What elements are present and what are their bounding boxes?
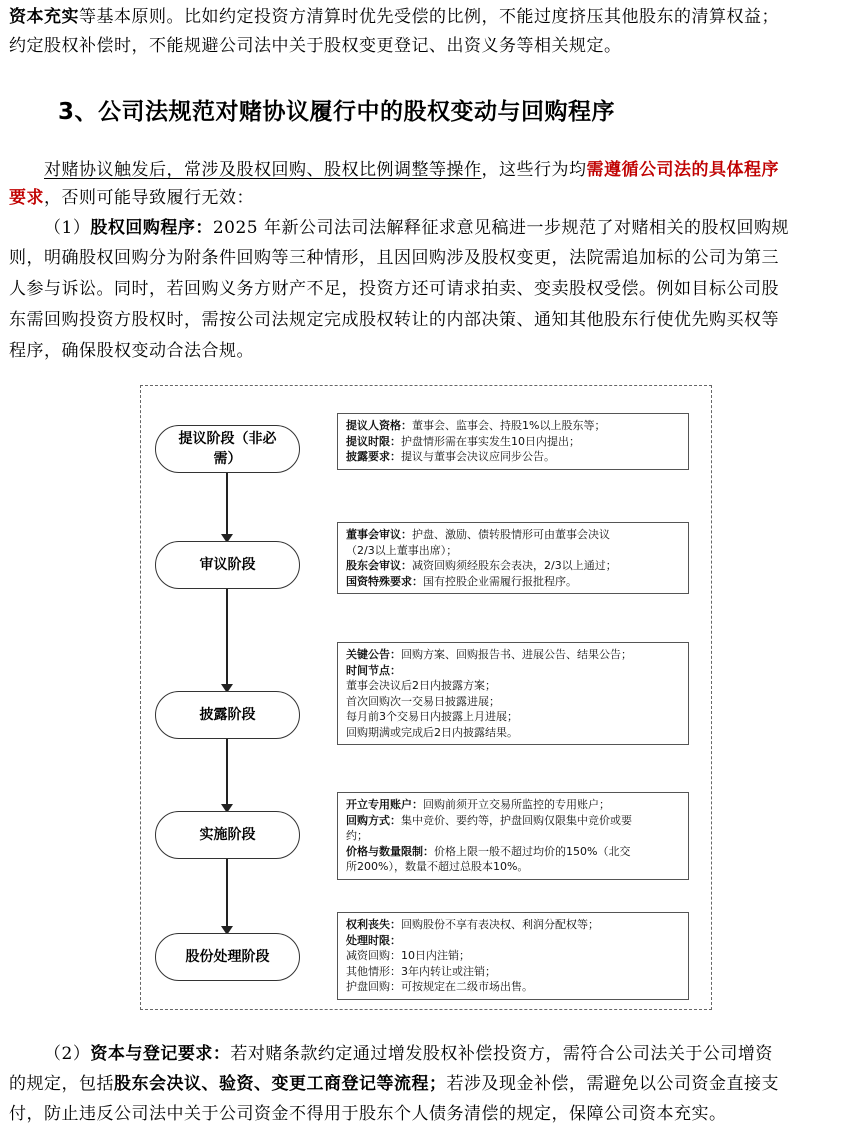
stage-proposal: 提议阶段（非必需） xyxy=(155,425,300,473)
item-label: （2） xyxy=(44,1044,91,1064)
text: 若涉及现金补偿，需避免以公司资金直接支 xyxy=(446,1074,779,1094)
highlight-text: 要求 xyxy=(9,188,44,208)
stage-review: 审议阶段 xyxy=(155,541,300,589)
note-disclosure: 关键公告：回购方案、回购报告书、进展公告、结果公告； 时间节点： 董事会决议后2日内披露方案； 首次回购次一交易日披露进展； 每月前3个交易日内披露上月进展； 回购期满或完成后2日内披露结果。 xyxy=(337,642,689,745)
buyback-flow-diagram xyxy=(140,385,712,1010)
item-label: （1） xyxy=(44,218,91,238)
text: 约定股权补偿时，不能规避公司法中关于股权变更登记、出资义务等相关规定。 xyxy=(9,36,622,56)
bold-term: 股东会决议、验资、变更工商登记等流程； xyxy=(114,1074,447,1094)
text: 若对赌条款约定通过增发股权补偿投资方，需符合公司法关于公司增资 xyxy=(230,1044,773,1064)
paragraph-line xyxy=(9,4,845,31)
paragraph-line xyxy=(9,1071,845,1098)
stage-share-disposal: 股份处理阶段 xyxy=(155,933,300,981)
note-review: 董事会审议：护盘、激励、债转股情形可由董事会决议 （2/3以上董事出席）； 股东会审议：减资回购须经股东会表决，2/3以上通过； 国资特殊要求：国有控股企业需履行报批程序。 xyxy=(337,522,689,594)
text: 的规定，包括 xyxy=(9,1074,114,1094)
paragraph-line: 程序，确保股权变动合法合规。 xyxy=(9,341,254,361)
text: 等基本原则。比如约定投资方清算时优先受偿的比例，不能过度挤压其他股东的清算权益； xyxy=(79,7,779,27)
note-share-disposal: 权利丧失：回购股份不享有表决权、利润分配权等； 处理时限： 减资回购：10日内注销； 其他情形：3年内转让或注销； 护盘回购：可按规定在二级市场出售。 xyxy=(337,912,689,1000)
text: 2025 年新公司法司法解释征求意见稿进一步规范了对赌相关的股权回购规 xyxy=(212,218,789,238)
flow-arrow xyxy=(226,859,228,927)
note-implementation: 开立专用账户：回购前须开立交易所监控的专用账户； 回购方式：集中竞价、要约等，护盘回购仅限集中竞价或要 约； 价格与数量限制：价格上限一般不超过均价的150%（北交 所200%），数量不超过总股本10%。 xyxy=(337,792,689,880)
section-heading: 3、公司法规范对赌协议履行中的股权变动与回购程序 xyxy=(58,99,616,125)
flow-arrow xyxy=(226,589,228,685)
paragraph-line xyxy=(9,185,845,212)
paragraph-line xyxy=(44,157,845,184)
paragraph-line xyxy=(44,215,845,242)
flow-arrow xyxy=(226,739,228,805)
bold-term: 股权回购程序： xyxy=(90,218,213,238)
underlined-text: 对赌协议触发后，常涉及股权回购、股权比例调整等操作 xyxy=(44,160,482,180)
text: ，否则可能导致履行无效： xyxy=(44,188,254,208)
flow-arrow xyxy=(226,473,228,535)
paragraph-line: 人参与诉讼。同时，若回购义务方财产不足，投资方还可请求拍卖、变卖股权受偿。例如目标公司股 xyxy=(9,279,779,299)
highlight-text: 需遵循公司法的具体程序 xyxy=(586,160,779,180)
paragraph-line: 付，防止违反公司法中关于公司资金不得用于股东个人债务清偿的规定，保障公司资本充实。 xyxy=(9,1104,727,1124)
stage-disclosure: 披露阶段 xyxy=(155,691,300,739)
paragraph-line: 东需回购投资方股权时，需按公司法规定完成股权转让的内部决策、通知其他股东行使优先购买权等 xyxy=(9,310,779,330)
bold-term: 资本充实 xyxy=(9,7,79,27)
text: ，这些行为均 xyxy=(481,160,587,180)
note-proposal: 提议人资格：董事会、监事会、持股1%以上股东等； 提议时限：护盘情形需在事实发生10日内提出； 披露要求：提议与董事会决议应同步公告。 xyxy=(337,413,689,470)
paragraph-line xyxy=(9,33,845,60)
stage-implementation: 实施阶段 xyxy=(155,811,300,859)
bold-term: 资本与登记要求： xyxy=(90,1044,231,1064)
paragraph-line xyxy=(44,1041,845,1068)
paragraph-line: 则，明确股权回购分为附条件回购等三种情形，且因回购涉及股权变更，法院需追加标的公司为第三 xyxy=(9,248,779,268)
